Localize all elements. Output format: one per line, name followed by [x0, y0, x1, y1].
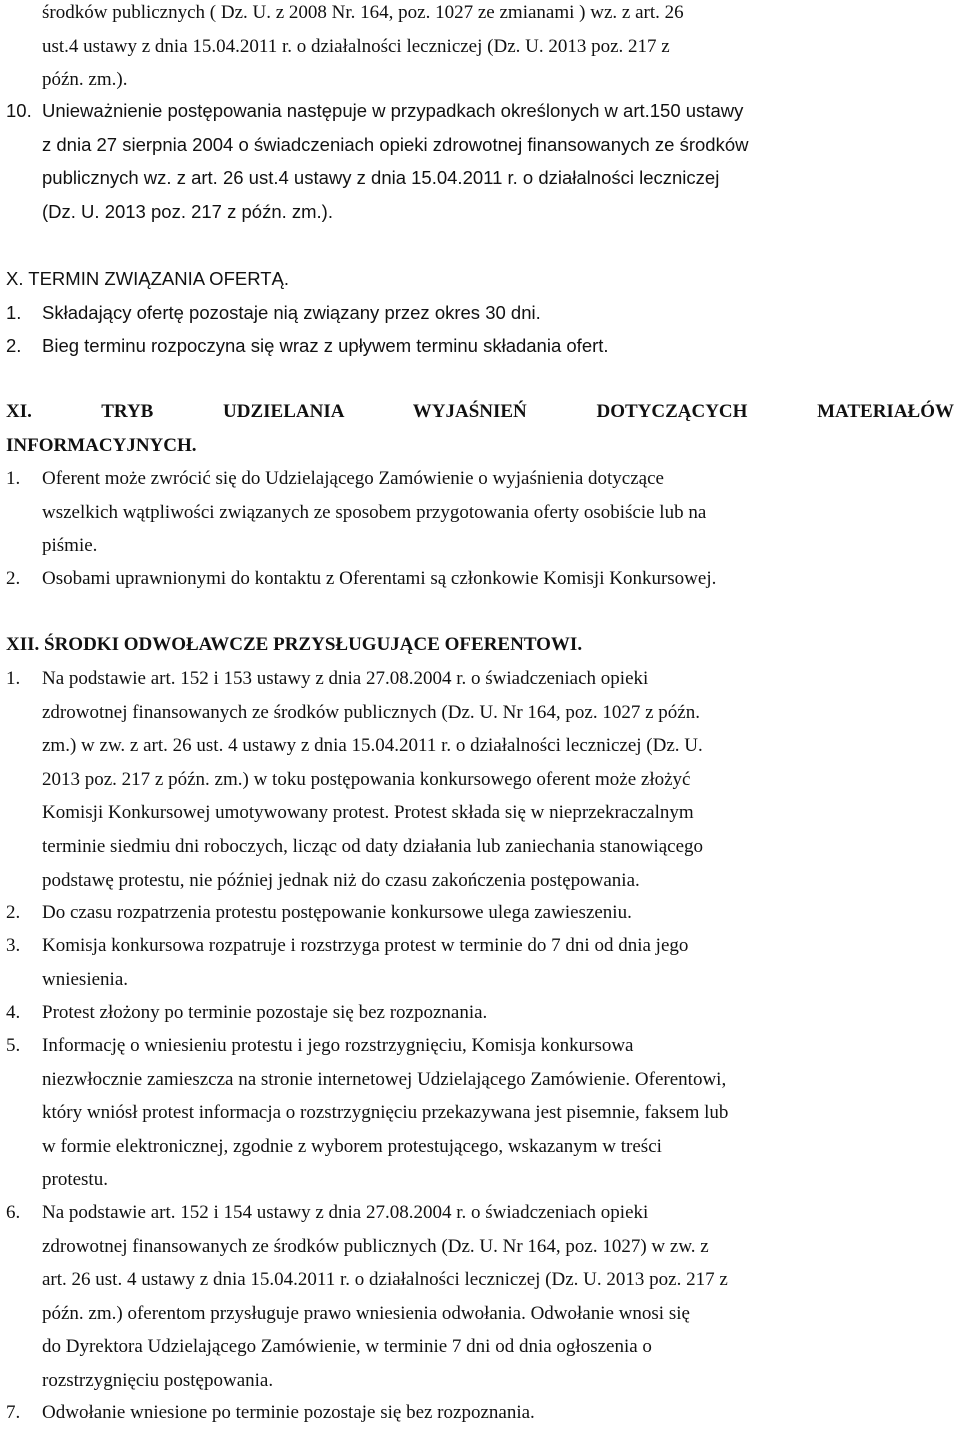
list-item	[6, 929, 954, 996]
heading-line: INFORMACYJNYCH.	[6, 434, 197, 456]
item-line: do Dyrektora Udzielającego Zamówienie, w terminie 7 dni od dnia ogłoszenia o	[42, 1336, 652, 1358]
item-number: 5.	[6, 1035, 21, 1056]
item-line: zm.) w zw. z art. 26 ust. 4 ustawy z dnia 15.04.2011 r. o działalności leczniczej (Dz. U.	[42, 735, 703, 757]
intro-paragraph	[6, 0, 954, 97]
item-line: późn. zm.) oferentom przysługuje prawo wniesienia odwołania. Odwołanie wnosi się	[42, 1302, 690, 1324]
list-item	[6, 662, 954, 897]
item-line: zdrowotnej finansowanych ze środków publicznych (Dz. U. Nr 164, poz. 1027) w zw. z	[42, 1235, 709, 1257]
item-text: Protest złożony po terminie pozostaje się bez rozpoznania.	[42, 1002, 488, 1023]
item-line: wniesienia.	[42, 968, 129, 990]
item-text: Osobami uprawnionymi do kontaktu z Oferentami są członkowie Komisji Konkursowej.	[42, 568, 717, 589]
item-line: Komisja konkursowa rozpatruje i rozstrzyga protest w terminie do 7 dni od dnia jego	[42, 935, 689, 956]
item-number: 1.	[6, 668, 21, 689]
item-text: Odwołanie wniesione po terminie pozostaje się bez rozpoznania.	[42, 1402, 535, 1423]
intro-line: środków publicznych ( Dz. U. z 2008 Nr. 164, poz. 1027 ze zmianami ) wz. z art. 26	[42, 2, 684, 23]
item-line: w formie elektronicznej, zgodnie z wyborem protestującego, wskazanym w treści	[42, 1135, 662, 1157]
item-line: z dnia 27 sierpnia 2004 o świadczeniach opieki zdrowotnej finansowanych ze środków	[42, 133, 749, 155]
list-item	[6, 1029, 954, 1197]
item-text: Składający ofertę pozostaje nią związany przez okres 30 dni.	[42, 302, 541, 323]
item-line: Oferent może zwrócić się do Udzielającego Zamówienie o wyjaśnienia dotyczące	[42, 468, 664, 489]
item-line: wszelkich wątpliwości związanych ze sposobem przygotowania oferty osobiście lub na	[42, 501, 707, 523]
item-line: protestu.	[42, 1169, 108, 1191]
item-text: Bieg terminu rozpoczyna się wraz z upływem terminu składania ofert.	[42, 335, 609, 356]
list-item-10	[6, 94, 954, 228]
item-line: niezwłocznie zamieszcza na stronie internetowej Udzielającego Zamówienie. Oferentowi,	[42, 1068, 727, 1090]
list-item	[6, 296, 954, 330]
heading-line: XI. TRYB UDZIELANIA WYJAŚNIEŃ DOTYCZĄCYCH MATERIAŁÓW	[6, 401, 954, 422]
item-text: Do czasu rozpatrzenia protestu postępowanie konkursowe ulega zawieszeniu.	[42, 902, 632, 923]
item-number: 10.	[6, 100, 32, 121]
section-heading-xii: XII. ŚRODKI ODWOŁAWCZE PRZYSŁUGUJĄCE OFERENTOWI.	[6, 634, 583, 655]
item-line: zdrowotnej finansowanych ze środków publicznych (Dz. U. Nr 164, poz. 1027 z późn.	[42, 701, 700, 723]
list-item	[6, 996, 954, 1030]
item-number: 1.	[6, 468, 21, 489]
section-heading-x: X. TERMIN ZWIĄZANIA OFERTĄ.	[6, 268, 290, 289]
item-number: 4.	[6, 1002, 21, 1023]
item-line: Na podstawie art. 152 i 154 ustawy z dnia 27.08.2004 r. o świadczeniach opieki	[42, 1202, 649, 1223]
list-item	[6, 462, 954, 563]
item-number: 2.	[6, 902, 21, 923]
item-line: (Dz. U. 2013 poz. 217 z późn. zm.).	[42, 200, 333, 222]
item-line: Komisji Konkursowej umotywowany protest. Protest składa się w nieprzekraczalnym	[42, 802, 694, 824]
item-line: piśmie.	[42, 535, 98, 557]
list-item	[6, 329, 954, 363]
item-number: 6.	[6, 1202, 21, 1223]
list-item	[6, 1196, 954, 1398]
item-number: 1.	[6, 302, 22, 323]
item-line: Informację o wniesieniu protestu i jego rozstrzygnięciu, Komisja konkursowa	[42, 1035, 634, 1056]
item-line: podstawę protestu, nie później jednak niż do czasu zakończenia postępowania.	[42, 869, 640, 891]
intro-line: późn. zm.).	[42, 69, 128, 91]
item-line: Unieważnienie postępowania następuje w przypadkach określonych w art.150 ustawy	[42, 100, 744, 121]
list-item	[6, 896, 954, 930]
item-number: 2.	[6, 568, 21, 589]
item-line: 2013 poz. 217 z późn. zm.) w toku postępowania konkursowego oferent może złożyć	[42, 768, 691, 790]
item-line: publicznych wz. z art. 26 ust.4 ustawy z dnia 15.04.2011 r. o działalności leczniczej	[42, 167, 720, 189]
list-item	[6, 1396, 954, 1430]
item-line: który wniósł protest informacja o rozstrzygnięciu przekazywana jest pisemnie, faksem lub	[42, 1102, 729, 1124]
item-line: art. 26 ust. 4 ustawy z dnia 15.04.2011 r. o działalności leczniczej (Dz. U. 2013 poz. 217 z	[42, 1269, 728, 1291]
item-number: 7.	[6, 1402, 21, 1423]
item-line: rozstrzygnięciu postępowania.	[42, 1369, 274, 1391]
intro-line: ust.4 ustawy z dnia 15.04.2011 r. o działalności leczniczej (Dz. U. 2013 poz. 217 z	[42, 35, 670, 57]
item-line: Na podstawie art. 152 i 153 ustawy z dnia 27.08.2004 r. o świadczeniach opieki	[42, 668, 649, 689]
list-item	[6, 562, 954, 596]
section-heading-xi	[6, 395, 954, 462]
item-number: 2.	[6, 335, 22, 356]
item-number: 3.	[6, 935, 21, 956]
item-line: terminie siedmiu dni roboczych, licząc od daty działania lub zaniechania stanowiącego	[42, 835, 704, 857]
